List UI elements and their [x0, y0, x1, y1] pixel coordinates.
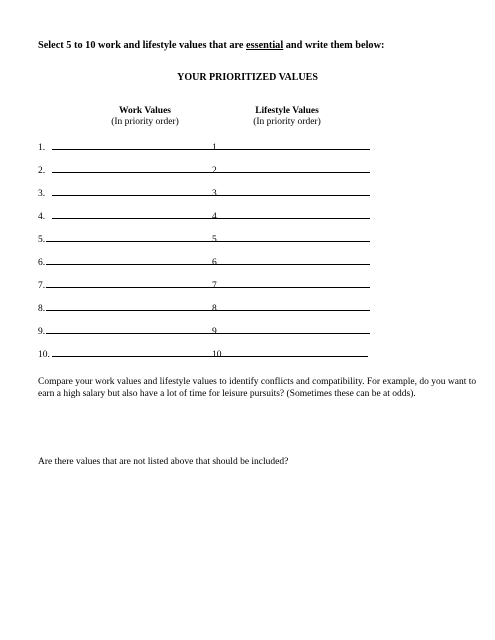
work-value-blank[interactable] — [46, 278, 234, 288]
work-values-label: Work Values — [118, 106, 171, 116]
work-value-number: 7. — [38, 281, 46, 291]
work-value-blank[interactable] — [52, 186, 234, 196]
work-value-row — [38, 232, 234, 246]
work-value-row — [38, 186, 234, 200]
lifestyle-value-row — [212, 255, 370, 269]
lifestyle-value-blank[interactable] — [228, 347, 368, 357]
work-value-row — [38, 301, 234, 315]
lifestyle-value-number: 1. — [212, 143, 220, 153]
lifestyle-value-row — [212, 186, 370, 200]
lifestyle-value-blank[interactable] — [224, 255, 370, 265]
lifestyle-value-blank[interactable] — [224, 186, 370, 196]
work-value-number: 1. — [38, 143, 46, 153]
additional-values-question: Are there values that are not listed above that should be included? — [38, 457, 289, 467]
lifestyle-value-blank[interactable] — [224, 232, 370, 242]
instructions-heading — [38, 40, 384, 51]
lifestyle-value-row — [212, 140, 370, 154]
lifestyle-value-number: 7. — [212, 281, 220, 291]
work-value-blank[interactable] — [52, 209, 234, 219]
lifestyle-value-number: 3. — [212, 189, 220, 199]
work-value-blank[interactable] — [52, 347, 234, 357]
lifestyle-value-blank[interactable] — [224, 163, 370, 173]
lifestyle-value-row — [212, 324, 370, 338]
work-value-row — [38, 324, 234, 338]
page-title: YOUR PRIORITIZED VALUES — [177, 72, 318, 83]
work-value-blank[interactable] — [52, 140, 234, 150]
compare-paragraph: Compare your work values and lifestyle values to identify conflicts and compatibility. For example, do you want to earn a high salary but also have a lot of time for leisure pursuits? (Sometimes these can be at odds). — [38, 377, 477, 399]
lifestyle-value-row — [212, 163, 370, 177]
lifestyle-value-number: 6. — [212, 258, 220, 268]
work-value-number: 9. — [38, 327, 46, 337]
lifestyle-values-sub: (In priority order) — [253, 117, 321, 127]
lifestyle-value-blank[interactable] — [224, 140, 370, 150]
work-value-row — [38, 140, 234, 154]
work-value-number: 6. — [38, 258, 46, 268]
work-value-number: 4. — [38, 212, 46, 222]
lifestyle-value-row — [212, 301, 370, 315]
work-value-blank[interactable] — [46, 301, 234, 311]
heading-text-after: and write them below: — [283, 40, 385, 51]
lifestyle-value-blank[interactable] — [224, 324, 370, 334]
lifestyle-values-header — [232, 106, 342, 128]
work-value-row — [38, 163, 234, 177]
lifestyle-values-label: Lifestyle Values — [255, 106, 319, 116]
lifestyle-value-blank[interactable] — [224, 278, 370, 288]
work-values-header — [90, 106, 200, 128]
lifestyle-value-row — [212, 209, 370, 223]
work-value-blank[interactable] — [46, 324, 234, 334]
work-value-blank[interactable] — [52, 163, 234, 173]
work-value-row — [38, 209, 234, 223]
lifestyle-value-number: 8. — [212, 304, 220, 314]
heading-text-before: Select 5 to 10 work and lifestyle values that are — [38, 40, 247, 51]
lifestyle-value-blank[interactable] — [224, 209, 370, 219]
lifestyle-value-row — [212, 347, 368, 361]
work-value-row — [38, 278, 234, 292]
lifestyle-value-number: 10. — [212, 350, 224, 360]
work-value-row — [38, 347, 234, 361]
work-value-blank[interactable] — [46, 255, 234, 265]
lifestyle-value-number: 2. — [212, 166, 220, 176]
lifestyle-value-row — [212, 232, 370, 246]
lifestyle-value-number: 4. — [212, 212, 220, 222]
work-value-number: 10. — [38, 350, 50, 360]
work-value-blank[interactable] — [46, 232, 234, 242]
work-value-number: 8. — [38, 304, 46, 314]
work-value-number: 3. — [38, 189, 46, 199]
lifestyle-value-blank[interactable] — [224, 301, 370, 311]
work-value-number: 2. — [38, 166, 46, 176]
lifestyle-value-row — [212, 278, 370, 292]
work-value-row — [38, 255, 234, 269]
lifestyle-value-number: 9. — [212, 327, 220, 337]
work-values-sub: (In priority order) — [111, 117, 179, 127]
lifestyle-value-number: 5. — [212, 235, 220, 245]
work-value-number: 5. — [38, 235, 46, 245]
heading-emphasis: essential — [246, 40, 284, 51]
